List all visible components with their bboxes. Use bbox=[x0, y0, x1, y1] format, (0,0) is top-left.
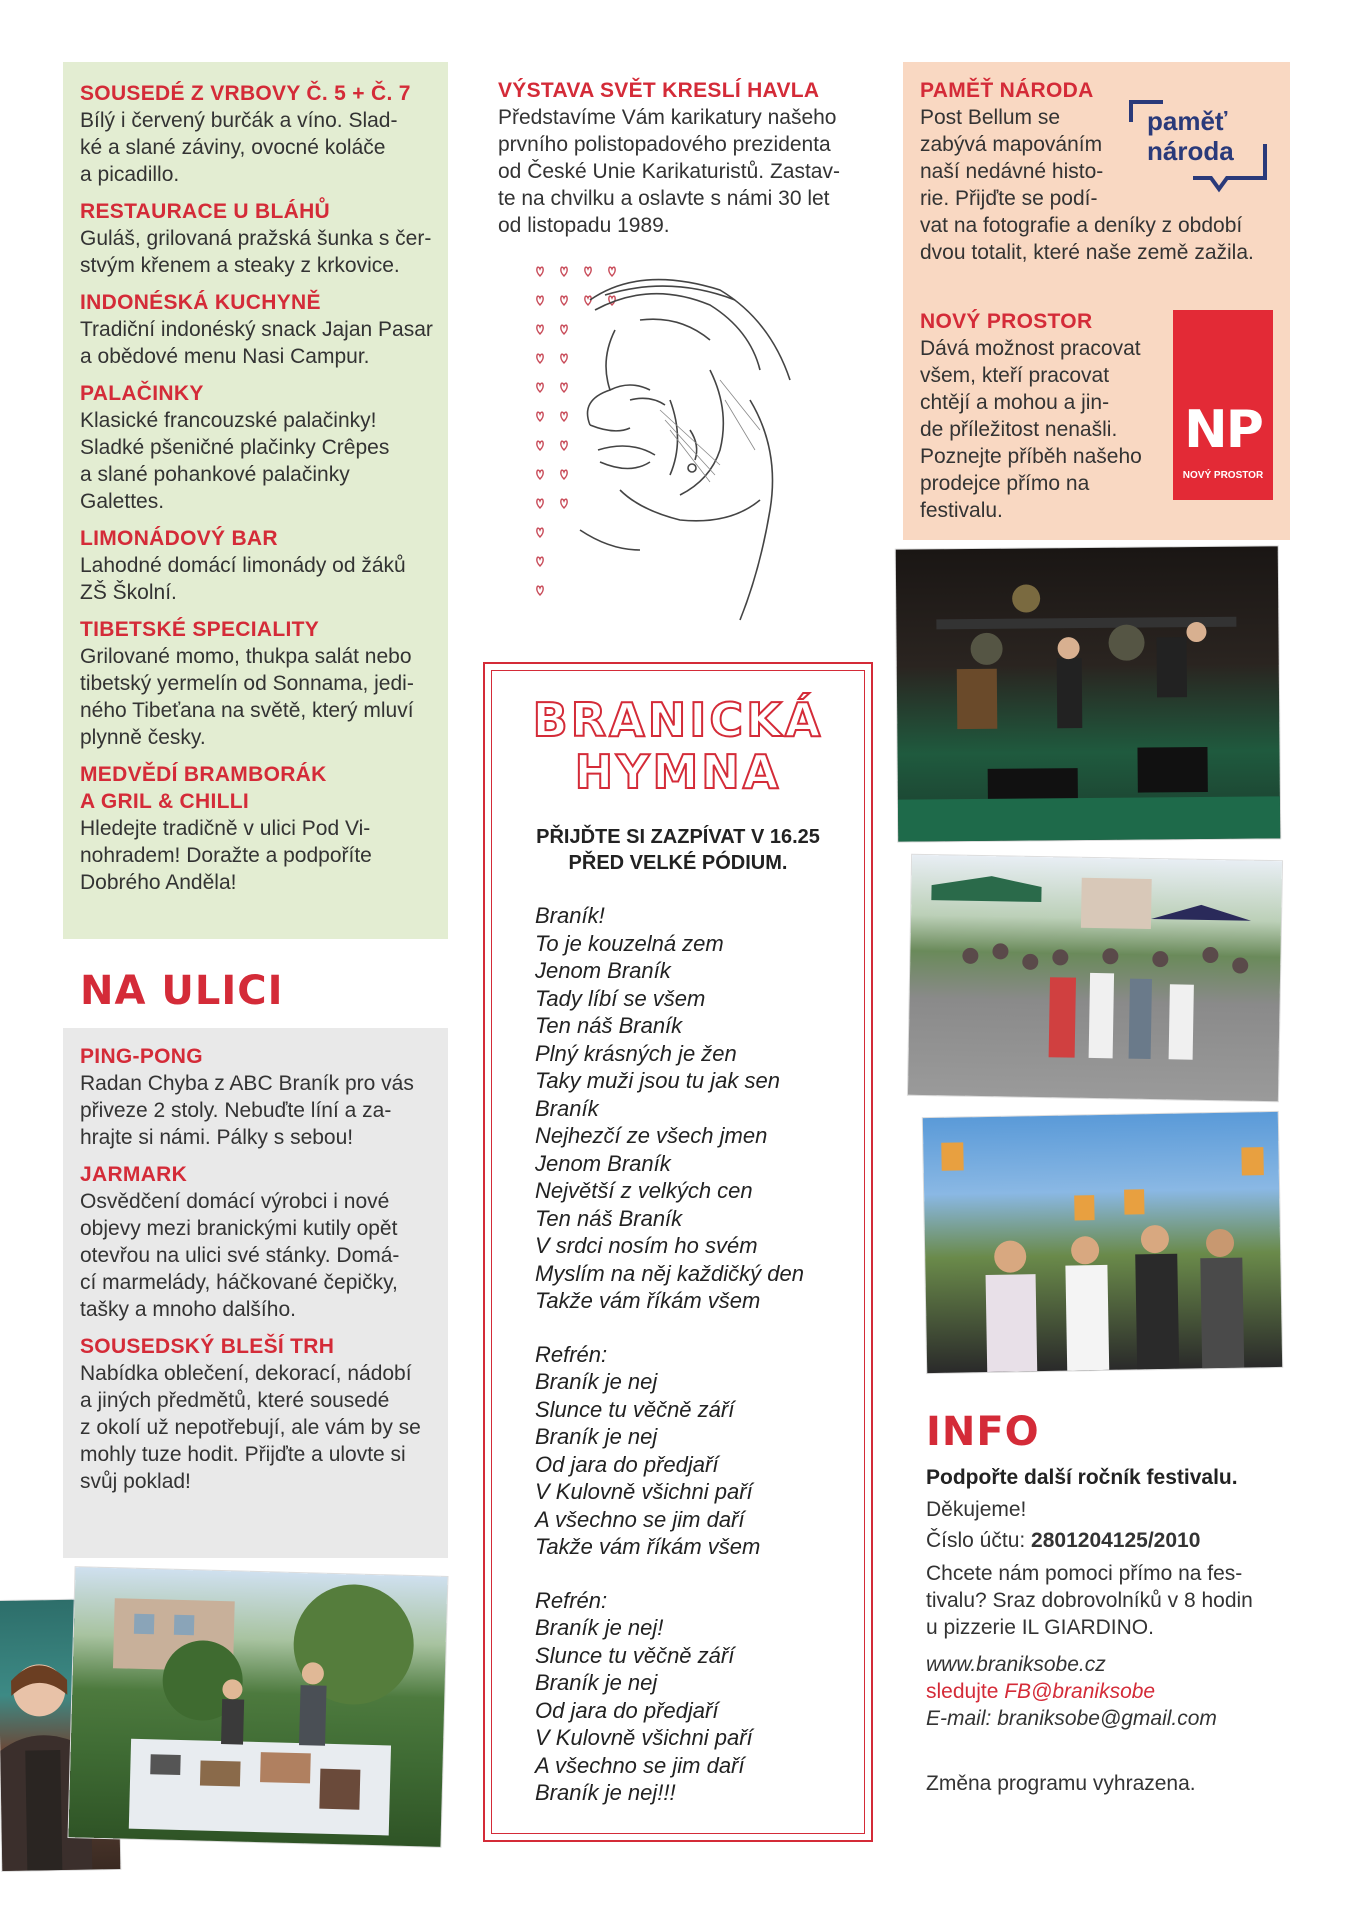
heart-icon bbox=[609, 267, 615, 276]
newspace-line: Dává možnost pracovat bbox=[920, 337, 1141, 360]
food-item-text: a slané pohankové palačinky bbox=[80, 463, 350, 486]
heart-icon bbox=[537, 354, 543, 363]
heart-icon bbox=[585, 267, 591, 276]
lyrics-line: A všechno se jim daří bbox=[535, 1752, 745, 1778]
newspace-line: Poznejte příběh našeho bbox=[920, 445, 1142, 468]
street-item-text: tašky a mnoho dalšího. bbox=[80, 1298, 296, 1321]
memory-logo-text-2: národa bbox=[1147, 136, 1234, 166]
street-item-title: JARMARK bbox=[80, 1163, 188, 1186]
food-item bbox=[80, 198, 440, 279]
lyrics-line: Slunce tu věčně září bbox=[535, 1642, 735, 1668]
lyrics-line: Ten náš Braník bbox=[535, 1205, 683, 1231]
street-item-text: Osvědčení domácí výrobci i nové bbox=[80, 1190, 390, 1213]
concert-scene-icon bbox=[896, 546, 1281, 841]
info-help-line: u pizzerie IL GIARDINO. bbox=[926, 1616, 1154, 1639]
food-item-title: TIBETSKÉ SPECIALITY bbox=[80, 618, 320, 641]
food-item-text: ZŠ Školní. bbox=[80, 581, 177, 604]
heart-icon bbox=[537, 528, 543, 537]
lyrics-line: Taky muži jsou tu jak sen bbox=[535, 1068, 780, 1093]
heart-icon bbox=[537, 267, 543, 276]
lyrics-line: V Kulovně všichni paří bbox=[535, 1725, 753, 1750]
lyrics-line: Od jara do předjaří bbox=[535, 1697, 719, 1723]
street-heading: NA ULICI bbox=[80, 968, 284, 1014]
food-item bbox=[80, 616, 440, 751]
street-list bbox=[80, 1043, 440, 1505]
food-item-text: Dobrého Anděla! bbox=[80, 871, 237, 894]
info-account-number: 2801204125/2010 bbox=[1031, 1529, 1201, 1552]
newspace-logo-caption: NOVÝ PROSTOR bbox=[1182, 470, 1264, 481]
heart-icon bbox=[561, 412, 567, 421]
heart-icon bbox=[561, 441, 567, 450]
info-help-line: tivalu? Sraz dobrovolníků v 8 hodin bbox=[926, 1589, 1253, 1612]
info-section bbox=[926, 1408, 1286, 1797]
hymn-title-2: HYMNA bbox=[574, 745, 782, 799]
food-item-title: INDONÉSKÁ KUCHYNĚ bbox=[80, 291, 321, 314]
food-item-text: Tradiční indonéský snack Jajan Pasar bbox=[80, 318, 433, 341]
food-item-text: plynně česky. bbox=[80, 726, 206, 749]
info-thanks: Děkujeme! bbox=[926, 1498, 1027, 1521]
memory-line: Post Bellum se bbox=[920, 106, 1061, 129]
lyrics-line: V Kulovně všichni paří bbox=[535, 1479, 753, 1504]
street-item-text: hrajte si námi. Pálky s sebou! bbox=[80, 1126, 354, 1149]
street-item-title: SOUSEDSKÝ BLEŠÍ TRH bbox=[80, 1335, 335, 1358]
lyrics-line: A všechno se jim daří bbox=[535, 1506, 745, 1532]
food-item-text: stvým křenem a steaky z krkovice. bbox=[80, 254, 400, 277]
food-item bbox=[80, 380, 440, 515]
heart-icon bbox=[537, 383, 543, 392]
exhibit-line: prvního polistopadového prezidenta bbox=[498, 133, 831, 156]
info-email-address[interactable]: braniksobe@gmail.com bbox=[997, 1707, 1217, 1730]
lyrics-line: Braník je nej bbox=[535, 1369, 658, 1394]
street-item-text: z okolí už nepotřebují, ale vám by se bbox=[80, 1416, 421, 1439]
heart-icon bbox=[537, 557, 543, 566]
heart-icon bbox=[561, 267, 567, 276]
caricature-drawing-icon bbox=[520, 250, 840, 630]
newspace-line: de příležitost nenašli. bbox=[920, 418, 1118, 441]
street-panel bbox=[63, 1028, 448, 1558]
heart-icon bbox=[537, 470, 543, 479]
food-item-text: Bílý i červený burčák a víno. Slad- bbox=[80, 109, 398, 132]
memory-line: naší nedávné histo- bbox=[920, 160, 1104, 183]
street-item-title: PING-PONG bbox=[80, 1045, 203, 1068]
hymn-subtitle-1: PŘIJĎTE SI ZAZPÍVAT V 16.25 bbox=[536, 826, 820, 848]
street-item-text: otevřou na ulici své stánky. Domá- bbox=[80, 1244, 400, 1267]
info-account bbox=[926, 1527, 1286, 1554]
street-item-text: mohly tuze hodit. Přijďte a ulovte si bbox=[80, 1443, 406, 1466]
hymn-box bbox=[483, 662, 873, 1842]
street-item-text: svůj poklad! bbox=[80, 1470, 191, 1493]
heart-icon bbox=[537, 412, 543, 421]
info-web-link[interactable]: www.braniksobe.cz bbox=[926, 1653, 1106, 1676]
lyrics-line: Tady líbí se všem bbox=[535, 985, 706, 1011]
newspace-line: chtějí a mohou a jin- bbox=[920, 391, 1110, 414]
food-list bbox=[80, 80, 440, 906]
lyrics-line: Plný krásných je žen bbox=[535, 1040, 737, 1066]
memory-line: zabývá mapováním bbox=[920, 133, 1103, 156]
info-disclaimer: Změna programu vyhrazena. bbox=[926, 1772, 1196, 1795]
heart-icon bbox=[537, 586, 543, 595]
heart-icon bbox=[561, 499, 567, 508]
toast-scene-icon bbox=[923, 1112, 1282, 1373]
hymn-lyrics bbox=[535, 902, 855, 1807]
memory-panel bbox=[903, 62, 1290, 540]
lyrics-line: Nejhezčí ze všech jmen bbox=[535, 1123, 768, 1148]
lyrics-line: To je kouzelná zem bbox=[535, 930, 724, 956]
info-help-text bbox=[926, 1560, 1286, 1641]
food-item-text: a obědové menu Nasi Campur. bbox=[80, 345, 370, 368]
street-item-text: Radan Chyba z ABC Braník pro vás bbox=[80, 1072, 414, 1095]
food-item-text: a picadillo. bbox=[80, 163, 180, 186]
heart-icon bbox=[561, 354, 567, 363]
lyrics-line: Braník je nej! bbox=[535, 1615, 664, 1640]
newspace-line: všem, kteří pracovat bbox=[920, 364, 1110, 387]
info-facebook-handle[interactable]: FB@braniksobe bbox=[1004, 1680, 1156, 1703]
food-item-text: tibetský yermelín od Sonnama, jedi- bbox=[80, 672, 414, 695]
hymn-title-1: BRANICKÁ bbox=[532, 693, 824, 747]
heart-icon bbox=[537, 325, 543, 334]
lyrics-line: Největší z velkých cen bbox=[535, 1178, 753, 1203]
food-item-title: PALAČINKY bbox=[80, 382, 204, 405]
hymn-subtitle-2: PŘED VELKÉ PÓDIUM. bbox=[568, 852, 788, 874]
heart-icon bbox=[537, 499, 543, 508]
exhibit-line: od České Unie Karikaturistů. Zastav- bbox=[498, 160, 840, 183]
concert-photo bbox=[896, 546, 1281, 841]
food-item-title: SOUSEDÉ Z VRBOVY Č. 5 + Č. 7 bbox=[80, 82, 411, 105]
flea-market-photo bbox=[69, 1567, 448, 1847]
exhibit-section bbox=[498, 77, 858, 239]
food-item-title: MEDVĚDÍ BRAMBORÁK bbox=[80, 763, 327, 786]
lyrics-line: Braník bbox=[535, 1095, 599, 1121]
exhibit-line: Představíme Vám karikatury našeho bbox=[498, 106, 837, 129]
newspace-logo bbox=[1173, 310, 1273, 500]
food-panel bbox=[63, 62, 448, 939]
info-facebook-prefix: sledujte bbox=[926, 1680, 1005, 1703]
food-item-title: RESTAURACE U BLÁHŮ bbox=[80, 200, 331, 223]
lyrics-line: Braník je nej bbox=[535, 1670, 658, 1695]
info-help-line: Chcete nám pomoci přímo na fes- bbox=[926, 1562, 1243, 1585]
newspace-line: prodejce přímo na bbox=[920, 472, 1090, 495]
lyrics-line: Ten náš Braník bbox=[535, 1013, 683, 1038]
lyrics-line: Slunce tu věčně září bbox=[535, 1396, 735, 1422]
crowd-scene-icon bbox=[908, 855, 1282, 1101]
newspace-line: festivalu. bbox=[920, 499, 1003, 522]
info-heading: INFO bbox=[926, 1409, 1040, 1455]
street-crowd-photo bbox=[908, 855, 1282, 1101]
heart-icon bbox=[585, 296, 591, 305]
lyrics-gap bbox=[535, 1315, 855, 1341]
heart-icon bbox=[537, 441, 543, 450]
lyrics-gap bbox=[535, 1561, 855, 1587]
lyrics-line: Takže vám říkám všem bbox=[535, 1288, 761, 1313]
exhibit-title: VÝSTAVA SVĚT KRESLÍ HAVLA bbox=[498, 79, 820, 102]
memory-logo-text-1: paměť bbox=[1147, 106, 1228, 136]
lyrics-line: Braník je nej!!! bbox=[535, 1780, 676, 1805]
food-item-text: Guláš, grilovaná pražská šunka s čer- bbox=[80, 227, 432, 250]
flea-market-scene-icon bbox=[69, 1567, 448, 1847]
street-item-text: Nabídka oblečení, dekorací, nádobí bbox=[80, 1362, 412, 1385]
food-item-title: A GRIL & CHILLI bbox=[80, 790, 249, 813]
exhibit-text bbox=[498, 104, 858, 239]
food-item-text: Klasické francouzské palačinky! bbox=[80, 409, 377, 432]
heart-icon bbox=[561, 296, 567, 305]
memory-line: rie. Přijďte se podí- bbox=[920, 187, 1098, 210]
food-item bbox=[80, 289, 440, 370]
info-email[interactable] bbox=[926, 1705, 1286, 1732]
info-support: Podpořte další ročník festivalu. bbox=[926, 1466, 1238, 1489]
lyrics-line: Jenom Braník bbox=[535, 1150, 671, 1176]
food-item-text: Grilované momo, thukpa salát nebo bbox=[80, 645, 412, 668]
lyrics-line: Braník! bbox=[535, 903, 605, 928]
memory-line: vat na fotografie a deníky z období bbox=[920, 214, 1243, 237]
newspace-title: NOVÝ PROSTOR bbox=[920, 310, 1093, 333]
food-item-text: ké a slané záviny, ovocné koláče bbox=[80, 136, 386, 159]
info-email-label: E-mail: bbox=[926, 1707, 998, 1730]
lyrics-line: Braník je nej bbox=[535, 1424, 658, 1449]
lyrics-line: Refrén: bbox=[535, 1341, 608, 1367]
info-account-label: Číslo účtu: bbox=[926, 1529, 1032, 1552]
food-item-text: Sladké pšeničné plačinky Crêpes bbox=[80, 436, 390, 459]
heart-icon bbox=[561, 470, 567, 479]
street-item bbox=[80, 1161, 440, 1323]
heart-icon bbox=[561, 383, 567, 392]
lyrics-line: Myslím na něj každičký den bbox=[535, 1260, 804, 1286]
food-item-text: Galettes. bbox=[80, 490, 165, 513]
memory-line: dvou totalit, které naše země zažila. bbox=[920, 241, 1254, 264]
memory-title: PAMĚŤ NÁRODA bbox=[920, 79, 1094, 102]
newspace-logo-mark: NP bbox=[1184, 400, 1262, 460]
street-item bbox=[80, 1043, 440, 1151]
lyrics-line: V srdci nosím ho svém bbox=[535, 1233, 758, 1258]
info-facebook[interactable] bbox=[926, 1678, 1286, 1705]
street-item-text: a jiných předmětů, které sousedé bbox=[80, 1389, 390, 1412]
havel-caricature bbox=[520, 250, 840, 630]
food-item-text: Hledejte tradičně v ulici Pod Vi- bbox=[80, 817, 371, 840]
street-item bbox=[80, 1333, 440, 1495]
exhibit-line: od listopadu 1989. bbox=[498, 214, 670, 237]
hearts-pattern-icon bbox=[537, 267, 615, 595]
food-item-text: Lahodné domácí limonády od žáků bbox=[80, 554, 406, 577]
lyrics-line: Takže vám říkám všem bbox=[535, 1534, 761, 1559]
exhibit-line: te na chvilku a oslavte s námi 30 let bbox=[498, 187, 830, 210]
food-item bbox=[80, 80, 440, 188]
memory-logo bbox=[1123, 94, 1273, 214]
food-item-title: LIMONÁDOVÝ BAR bbox=[80, 527, 278, 550]
lyrics-line: Od jara do předjaří bbox=[535, 1451, 719, 1477]
food-item bbox=[80, 761, 440, 896]
toast-photo bbox=[923, 1112, 1282, 1373]
food-item bbox=[80, 525, 440, 606]
street-item-text: objevy mezi branickými kutily opět bbox=[80, 1217, 398, 1240]
heart-icon bbox=[561, 325, 567, 334]
lyrics-line: Refrén: bbox=[535, 1587, 608, 1613]
street-item-text: přiveze 2 stoly. Nebuďte líní a za- bbox=[80, 1099, 392, 1122]
street-item-text: cí marmelády, háčkované čepičky, bbox=[80, 1271, 398, 1294]
food-item-text: ného Tibeťana na světě, který mluví bbox=[80, 699, 414, 722]
lyrics-line: Jenom Braník bbox=[535, 958, 671, 983]
heart-icon bbox=[537, 296, 543, 305]
food-item-text: nohradem! Doražte a podpoříte bbox=[80, 844, 372, 867]
